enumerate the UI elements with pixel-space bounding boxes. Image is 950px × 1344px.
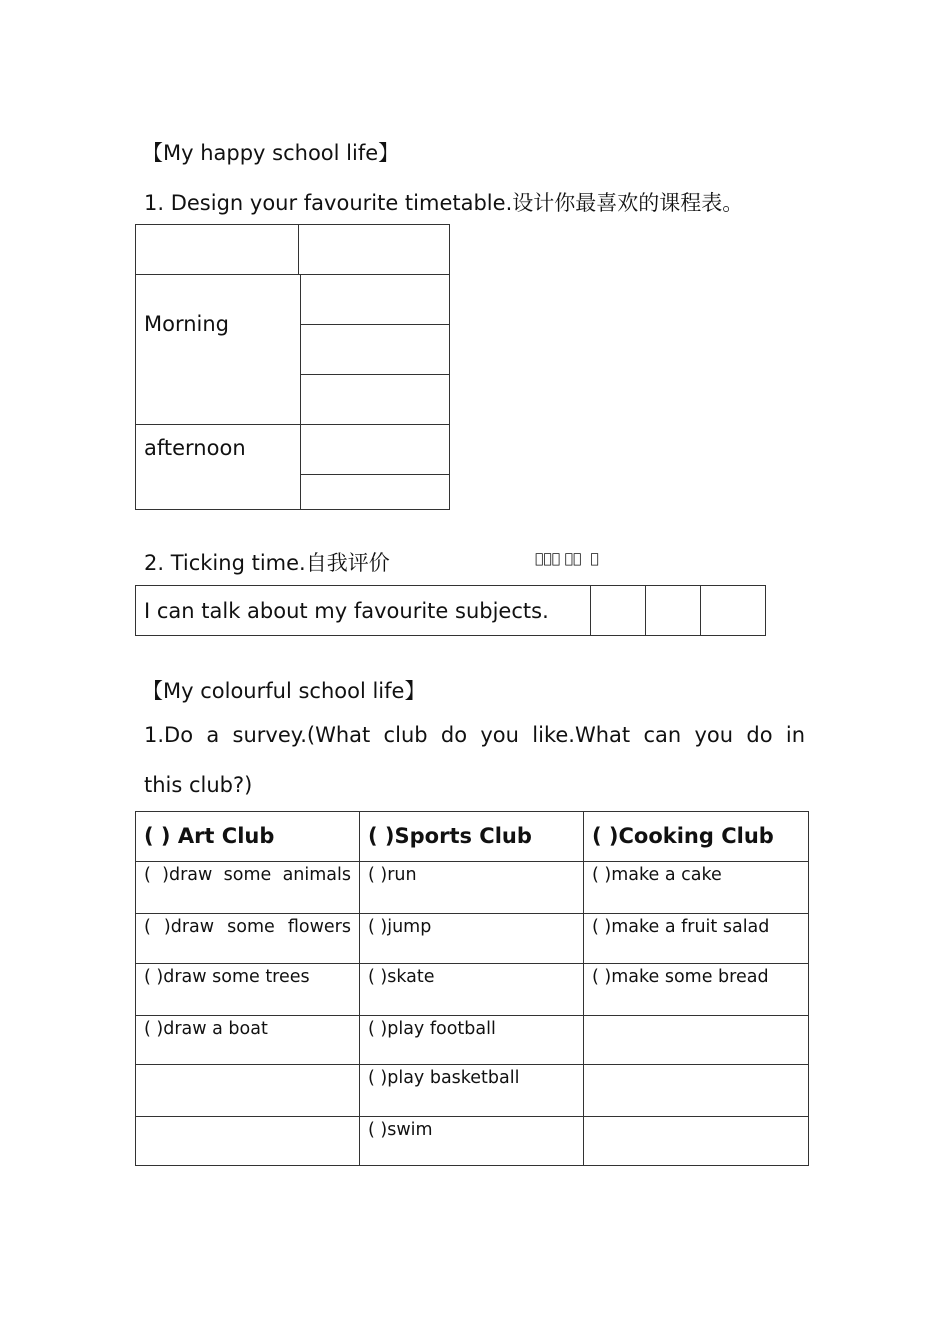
sports-club-header[interactable]: ( )Sports Club	[360, 812, 584, 862]
timetable-morning-label: Morning	[144, 312, 230, 336]
tick-box-2[interactable]	[645, 586, 700, 636]
cooking-option[interactable]: ( )make a fruit salad	[584, 914, 809, 964]
ticking-table	[135, 585, 766, 636]
survey-question-line1: 1.Do a survey.(What club do you like.What can you do in	[144, 723, 805, 747]
cooking-option[interactable]: ( )make a cake	[584, 862, 809, 914]
art-option[interactable]: ( )draw some animals	[136, 862, 360, 914]
art-option[interactable]: ( )draw a boat	[136, 1016, 360, 1065]
club-survey-table	[135, 811, 809, 1166]
art-option	[136, 1117, 360, 1166]
section-heading-happy: 【My happy school life】	[142, 141, 400, 165]
question-ticking: 2. Ticking time.自我评价	[144, 551, 390, 575]
timetable-afternoon-label: afternoon	[144, 436, 246, 460]
sports-option[interactable]: ( )run	[360, 862, 584, 914]
tick-box-1[interactable]	[591, 586, 646, 636]
cooking-option	[584, 1065, 809, 1117]
rating-marks:         	[535, 551, 599, 567]
art-option	[136, 1065, 360, 1117]
ticking-statement: I can talk about my favourite subjects.	[136, 586, 591, 636]
sports-option[interactable]: ( )swim	[360, 1117, 584, 1166]
cooking-option	[584, 1117, 809, 1166]
sports-option[interactable]: ( )skate	[360, 964, 584, 1016]
survey-question-line2: this club?)	[144, 773, 253, 797]
cooking-option	[584, 1016, 809, 1065]
sports-option[interactable]: ( )jump	[360, 914, 584, 964]
sports-option[interactable]: ( )play football	[360, 1016, 584, 1065]
timetable	[135, 224, 450, 510]
art-option[interactable]: ( )draw some trees	[136, 964, 360, 1016]
cooking-club-header[interactable]: ( )Cooking Club	[584, 812, 809, 862]
cooking-option[interactable]: ( )make some bread	[584, 964, 809, 1016]
art-option[interactable]: ( )draw some flowers	[136, 914, 360, 964]
art-club-header[interactable]: ( ) Art Club	[136, 812, 360, 862]
question-timetable: 1. Design your favourite timetable.设计你最喜欢的课程表。	[144, 191, 744, 215]
tick-box-3[interactable]	[700, 586, 765, 636]
section-heading-colourful: 【My colourful school life】	[142, 679, 426, 703]
sports-option[interactable]: ( )play basketball	[360, 1065, 584, 1117]
